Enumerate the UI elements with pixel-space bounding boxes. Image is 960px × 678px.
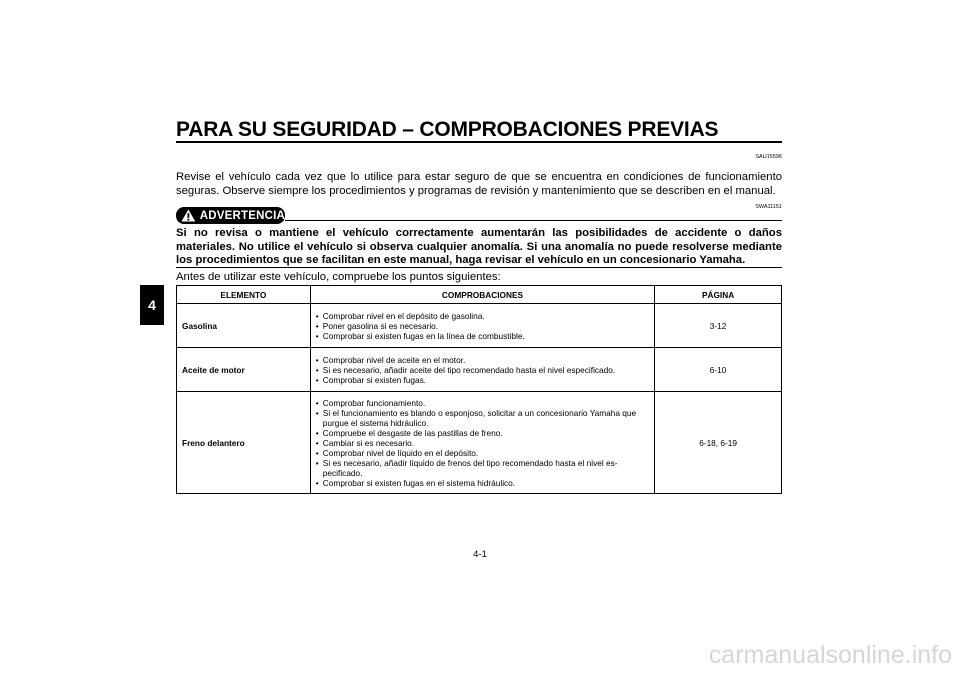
intro-paragraph: Revise el vehículo cada vez que lo utilice para estar seguro de que se encuentra en condiciones de funcionamiento seguras. Observe siempre los procedimientos y programas de revisión y mantenimiento que se describen en el manual.	[176, 171, 782, 197]
check-item: • Comprobar nivel de líquido en el depósito.	[316, 448, 650, 458]
checks-cell	[310, 348, 654, 392]
warning-rule	[285, 220, 782, 221]
table-row	[177, 392, 782, 494]
watermark-link[interactable]: carmanualsonline.info	[708, 641, 952, 669]
section-code: SAU15596	[755, 154, 782, 160]
warning-text: Si no revisa o mantiene el vehículo correctamente aumentarán las posibilidades de accidente o daños materiales. No utilice el vehículo si observa cualquier anomalía. Si una anomalía no puede resolverse mediante los procedimientos que se facilitan en este manual, haga revisar el vehículo en un concesionario Yamaha.	[176, 227, 782, 266]
check-item: • Comprobar si existen fugas en la línea de combustible.	[316, 331, 650, 341]
element-cell: Freno delantero	[177, 392, 311, 494]
check-item: • Comprobar si existen fugas en el sistema hidráulico.	[316, 478, 650, 488]
table-row	[177, 348, 782, 392]
check-item: • Si es necesario, añadir aceite del tipo recomendado hasta el nivel especificado.	[316, 365, 650, 375]
check-item: • Comprobar si existen fugas.	[316, 375, 650, 385]
check-item: • Si el funcionamiento es blando o esponjoso, solicitar a un concesionario Yamaha que purgue el sistema hidráulico.	[316, 408, 650, 428]
page-number: 4-1	[473, 549, 487, 560]
checks-cell	[310, 304, 654, 348]
check-item: • Si es necesario, añadir líquido de frenos del tipo recomendado hasta el nivel es-pecificado.	[316, 458, 650, 478]
header-rule	[176, 141, 782, 143]
chapter-tab: 4	[140, 285, 164, 325]
before-use-text: Antes de utilizar este vehículo, compruebe los puntos siguientes:	[176, 271, 501, 283]
check-item: • Comprobar nivel de aceite en el motor.	[316, 355, 650, 365]
element-cell: Aceite de motor	[177, 348, 311, 392]
checks-cell	[310, 392, 654, 494]
pre-operation-checks-table	[176, 285, 782, 494]
warning-triangle-icon	[181, 208, 196, 223]
warning-code: SWA11151	[755, 204, 782, 210]
table-row	[177, 304, 782, 348]
warning-bottom-rule	[176, 267, 782, 268]
warning-badge	[176, 207, 285, 224]
page-cell: 3-12	[655, 304, 782, 348]
check-item: • Comprobar funcionamiento.	[316, 398, 650, 408]
check-item: • Poner gasolina si es necesario.	[316, 321, 650, 331]
check-item: • Comprobar nivel en el depósito de gasolina.	[316, 311, 650, 321]
warning-label: ADVERTENCIA	[199, 209, 285, 222]
check-item: • Cambiar si es necesario.	[316, 438, 650, 448]
page-cell: 6-18, 6-19	[655, 392, 782, 494]
table-header-row	[177, 286, 782, 304]
header-page: PÁGINA	[655, 286, 782, 304]
page-cell: 6-10	[655, 348, 782, 392]
header-checks: COMPROBACIONES	[310, 286, 654, 304]
page-title: PARA SU SEGURIDAD – COMPROBACIONES PREVIAS	[176, 118, 719, 141]
check-item: • Compruebe el desgaste de las pastillas de freno.	[316, 428, 650, 438]
element-cell: Gasolina	[177, 304, 311, 348]
header-element: ELEMENTO	[177, 286, 311, 304]
